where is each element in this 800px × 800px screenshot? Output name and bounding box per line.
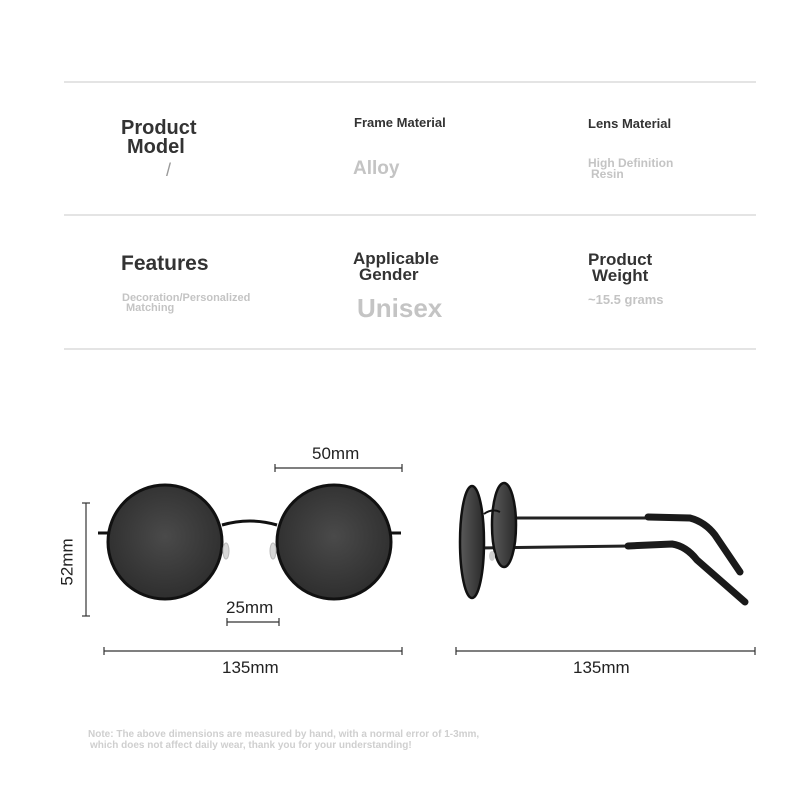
- front-width-label: 135mm: [222, 658, 279, 677]
- lens-material-value: High Definition Resin: [588, 156, 674, 182]
- measurement-note: Note: The above dimensions are measured by hand, with a normal error of 1-3mm, which does not affect daily wear, thank you for your understanding!: [88, 729, 480, 751]
- product-model-value: /: [166, 160, 172, 180]
- lens-width-label: 50mm: [312, 444, 360, 463]
- bridge-width-label: 25mm: [226, 598, 274, 617]
- features-label: Features: [121, 252, 209, 275]
- front-view-glasses: [98, 485, 401, 599]
- features-value: Decoration/Personalized Matching: [122, 292, 251, 315]
- product-model-label: Product Model: [121, 117, 197, 158]
- frame-material-label: Frame Material: [354, 115, 446, 130]
- applicable-gender-label: Applicable Gender: [353, 249, 439, 285]
- side-view-glasses: [460, 483, 745, 602]
- product-weight-value: ~15.5 grams: [588, 292, 664, 307]
- frame-material-value: Alloy: [353, 158, 400, 179]
- product-weight-label: Product Weight: [588, 250, 653, 286]
- side-dimension-line: [456, 647, 755, 655]
- lens-height-label: 52mm: [57, 538, 77, 586]
- applicable-gender-value: Unisex: [357, 293, 443, 323]
- lens-material-label: Lens Material: [588, 116, 672, 131]
- temple-length-label: 135mm: [573, 658, 630, 677]
